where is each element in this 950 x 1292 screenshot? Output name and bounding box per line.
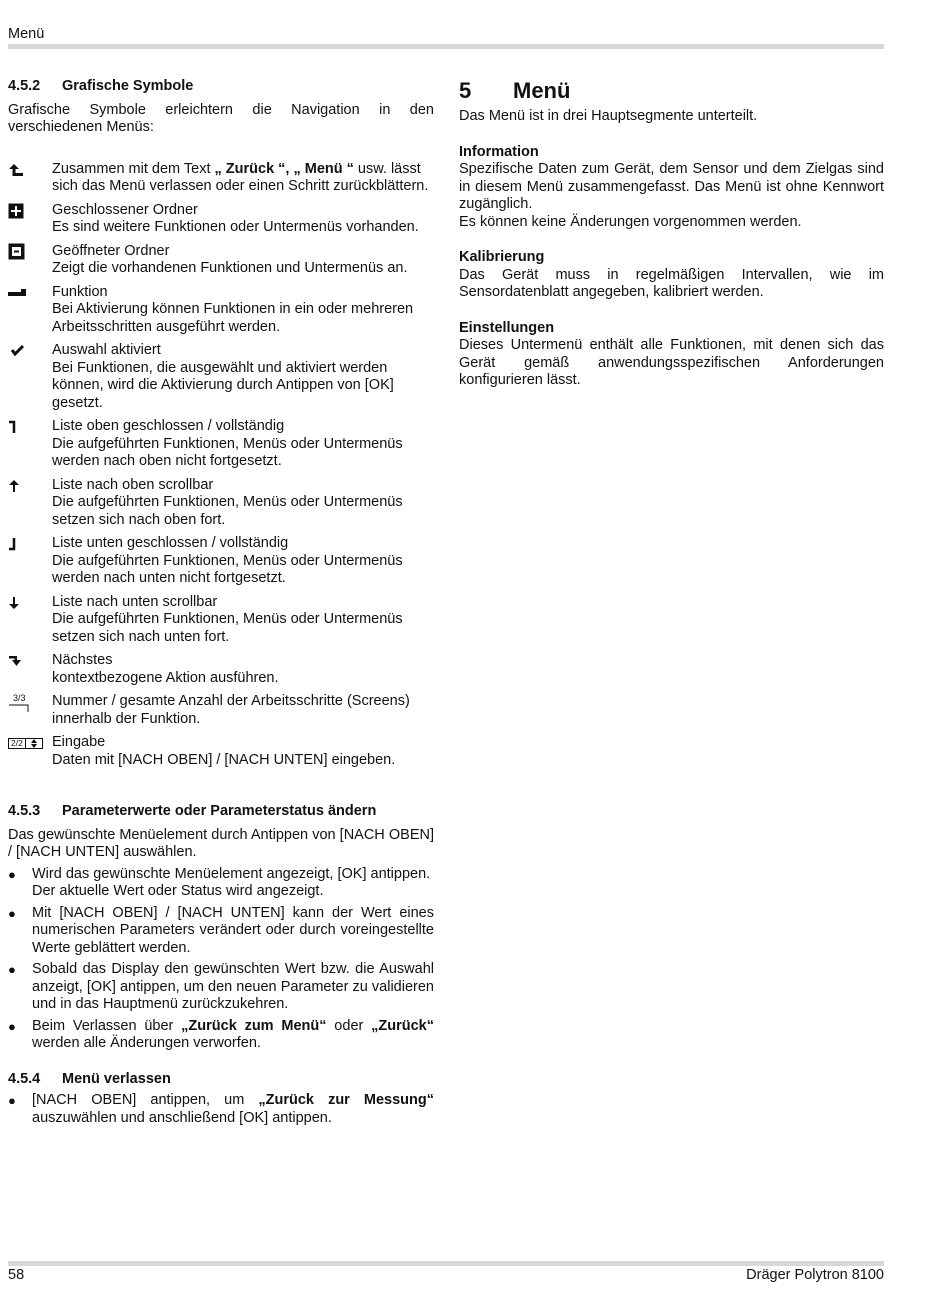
symbol-description: Geöffneter Ordner Zeigt die vorhandenen Funktionen und Untermenüs an. <box>52 242 408 276</box>
list-item: ● [NACH OBEN] antippen, um „Zurück zur Messung“ auszuwählen und anschließend [OK] antippen. <box>8 1092 434 1126</box>
header-rule <box>8 44 884 49</box>
step-counter-icon: 3/3 <box>8 693 52 717</box>
section-4-5-4-heading <box>8 1071 434 1089</box>
symbol-row <box>8 284 434 337</box>
right-column <box>459 78 884 390</box>
folder-closed-plus-icon <box>8 202 52 220</box>
symbol-row <box>8 594 434 647</box>
section-title: Parameterwerte oder Parameterstatus ändern <box>62 803 377 819</box>
scroll-down-icon <box>8 594 52 612</box>
section-title: Menü verlassen <box>62 1070 171 1087</box>
symbol-description: Auswahl aktiviert Bei Funktionen, die ausgewählt und aktiviert werden können, wird die Aktivierung durch Antippen von [OK] gesetzt. <box>52 342 394 411</box>
section-number: 4.5.3 <box>8 803 41 819</box>
symbol-description: Liste nach oben scrollbar Die aufgeführten Funktionen, Menüs oder Untermenüs setzen sich nach oben fort. <box>52 476 403 528</box>
symbol-row <box>8 418 434 471</box>
section-4-5-2-heading <box>8 78 434 96</box>
chapter-intro: Das Menü ist in drei Hauptsegmente unterteilt. <box>459 108 758 124</box>
symbol-description: Nächstes kontextbezogene Aktion ausführen. <box>52 652 279 686</box>
paragraph: Dieses Untermenü enthält alle Funktionen, mit denen sich das Gerät gemäß anwendungsspezifischen Anforderungen konfigurieren lässt. <box>459 337 884 388</box>
footer-rule <box>8 1261 884 1266</box>
symbol-row <box>8 342 434 412</box>
section-title: Grafische Symbole <box>62 78 194 94</box>
chapter-heading <box>459 78 884 104</box>
symbol-description: Funktion Bei Aktivierung können Funktionen in ein oder mehreren Arbeitsschritten ausgeführt werden. <box>52 283 414 335</box>
page-number: 58 <box>8 1267 25 1283</box>
list-item: ● Sobald das Display den gewünschten Wert bzw. die Auswahl anzeigt, [OK] antippen, um den neuen Parameter zu validieren und in das Hauptmenü zurückzukehren. <box>8 961 434 1012</box>
list-item: ● Beim Verlassen über „Zurück zum Menü“ oder „Zurück“ werden alle Änderungen verworfen. <box>8 1017 434 1051</box>
symbol-row <box>8 693 434 728</box>
input-field-icon: 2/2 <box>8 734 52 752</box>
up-down-arrows-icon <box>26 739 42 748</box>
symbol-row <box>8 202 434 237</box>
function-bar-icon <box>8 284 52 302</box>
symbol-list <box>8 161 434 770</box>
paragraph: Das Gerät muss in regelmäßigen Intervallen, wie im Sensordatenblatt angegeben, kalibriert werden. <box>459 266 884 300</box>
chapter-title: Menü <box>513 78 571 103</box>
symbol-row <box>8 161 434 196</box>
left-column <box>8 78 434 1127</box>
symbol-row <box>8 477 434 530</box>
symbol-description: Eingabe Daten mit [NACH OBEN] / [NACH UNTEN] eingeben. <box>52 734 396 768</box>
symbol-row <box>8 535 434 588</box>
symbol-description: Liste oben geschlossen / vollständig Die aufgeführten Funktionen, Menüs oder Untermenüs werden nach oben nicht fortgesetzt. <box>52 418 403 469</box>
section-intro: Das gewünschte Menüelement durch Antippen von [NACH OBEN] / [NACH UNTEN] auswählen. <box>8 826 434 860</box>
list-top-closed-icon <box>8 418 52 436</box>
subheading-kalibrierung: Kalibrierung <box>459 249 545 265</box>
symbol-row <box>8 652 434 687</box>
list-bottom-closed-icon <box>8 535 52 553</box>
product-name: Dräger Polytron 8100 <box>746 1267 884 1283</box>
section-intro: Grafische Symbole erleichtern die Navigation in den verschiedenen Menüs: <box>8 101 434 135</box>
symbol-description: Nummer / gesamte Anzahl der Arbeitsschritte (Screens) innerhalb der Funktion. <box>52 693 410 727</box>
symbol-description: Liste nach unten scrollbar Die aufgeführten Funktionen, Menüs oder Untermenüs setzen sich nach unten fort. <box>52 593 403 645</box>
scroll-up-icon <box>8 477 52 495</box>
subheading-einstellungen: Einstellungen <box>459 319 555 336</box>
list-item: ● Wird das gewünschte Menüelement angezeigt, [OK] antippen. Der aktuelle Wert oder Status wird angezeigt. <box>8 865 431 899</box>
symbol-description: Zusammen mit dem Text „ Zurück “, „ Menü “ usw. lässt sich das Menü verlassen oder einen Schritt zurückblättern. <box>52 160 429 194</box>
paragraph: Spezifische Daten zum Gerät, dem Sensor und dem Zielgas sind in diesem Menü zusammengefasst. Das Menü ist ohne Kennwort zugänglich. <box>459 161 884 212</box>
symbol-description: Liste unten geschlossen / vollständig Die aufgeführten Funktionen, Menüs oder Untermenüs werden nach unten nicht fortgesetzt. <box>52 535 403 586</box>
back-arrow-icon <box>8 161 52 179</box>
section-4-5-3-heading <box>8 803 434 821</box>
next-arrow-icon <box>8 652 52 670</box>
symbol-row <box>8 243 434 278</box>
symbol-row <box>8 734 434 769</box>
subheading-information: Information <box>459 143 539 160</box>
chapter-number: 5 <box>459 78 472 103</box>
bullet-list <box>8 1092 434 1127</box>
paragraph: Es können keine Änderungen vorgenommen werden. <box>459 213 802 230</box>
symbol-description: Geschlossener Ordner Es sind weitere Funktionen oder Untermenüs vorhanden. <box>52 201 419 235</box>
list-item: ● Mit [NACH OBEN] / [NACH UNTEN] kann der Wert eines numerischen Parameters verändert oder durch voreingestellte Werte geblättert werden. <box>8 904 434 956</box>
folder-open-icon <box>8 243 52 261</box>
section-number: 4.5.4 <box>8 1070 41 1087</box>
bullet-list <box>8 866 434 1053</box>
section-number: 4.5.2 <box>8 78 41 94</box>
checkmark-icon <box>8 342 52 360</box>
header-title: Menü <box>8 26 45 42</box>
